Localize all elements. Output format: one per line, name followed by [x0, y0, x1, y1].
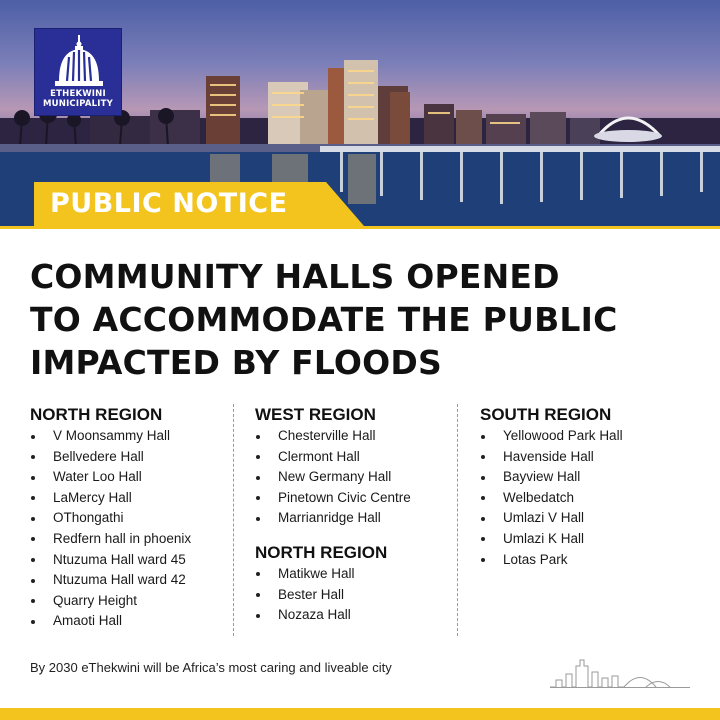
list-item: Quarry Height [30, 591, 235, 612]
region-title: NORTH REGION [255, 542, 388, 562]
list-item: Chesterville Hall [255, 426, 460, 447]
hall-list [480, 426, 690, 570]
list-item: Umlazi K Hall [480, 529, 690, 550]
list-item: New Germany Hall [255, 467, 460, 488]
city-skyline-icon [550, 656, 690, 690]
column-divider [457, 404, 458, 636]
vision-tagline: By 2030 eThekwini will be Africa’s most caring and liveable city [30, 660, 392, 675]
page-title [30, 255, 700, 384]
title-line-2: TO ACCOMMODATE THE PUBLIC [30, 300, 618, 339]
list-item: Ntuzuma Hall ward 45 [30, 550, 235, 571]
hall-list [255, 564, 460, 626]
list-item: Welbedatch [480, 488, 690, 509]
logo-line-2: MUNICIPALITY [43, 98, 113, 109]
list-item: V Moonsammy Hall [30, 426, 235, 447]
city-hall-dome-icon [49, 33, 109, 89]
list-item: Ntuzuma Hall ward 42 [30, 570, 235, 591]
list-item: Umlazi V Hall [480, 508, 690, 529]
list-item: Havenside Hall [480, 447, 690, 468]
list-item: Redfern hall in phoenix [30, 529, 235, 550]
list-item: Marrianridge Hall [255, 508, 460, 529]
municipality-logo [34, 28, 122, 116]
list-item: Yellowood Park Hall [480, 426, 690, 447]
column-divider [233, 404, 234, 636]
title-line-3: IMPACTED BY FLOODS [30, 343, 442, 382]
region-title: WEST REGION [255, 405, 376, 424]
list-item: Nozaza Hall [255, 605, 460, 626]
list-item: Bayview Hall [480, 467, 690, 488]
list-item: Clermont Hall [255, 447, 460, 468]
hall-list [30, 426, 235, 632]
list-item: Bester Hall [255, 585, 460, 606]
header-divider [0, 226, 720, 229]
footer-accent-bar [0, 708, 720, 720]
region-title: SOUTH REGION [480, 405, 612, 424]
list-item: OThongathi [30, 508, 235, 529]
hall-list [255, 426, 460, 529]
list-item: LaMercy Hall [30, 488, 235, 509]
column-west-region [255, 404, 460, 626]
logo-line-1: ETHEKWINI [50, 89, 106, 99]
list-item: Lotas Park [480, 550, 690, 571]
list-item: Amaoti Hall [30, 611, 235, 632]
list-item: Pinetown Civic Centre [255, 488, 460, 509]
column-south-region [480, 404, 690, 570]
region-title: NORTH REGION [30, 405, 163, 424]
list-item: Bellvedere Hall [30, 447, 235, 468]
public-notice-label: PUBLIC NOTICE [50, 188, 288, 219]
column-north-region [30, 404, 235, 632]
list-item: Water Loo Hall [30, 467, 235, 488]
list-item: Matikwe Hall [255, 564, 460, 585]
title-line-1: COMMUNITY HALLS OPENED [30, 257, 560, 296]
